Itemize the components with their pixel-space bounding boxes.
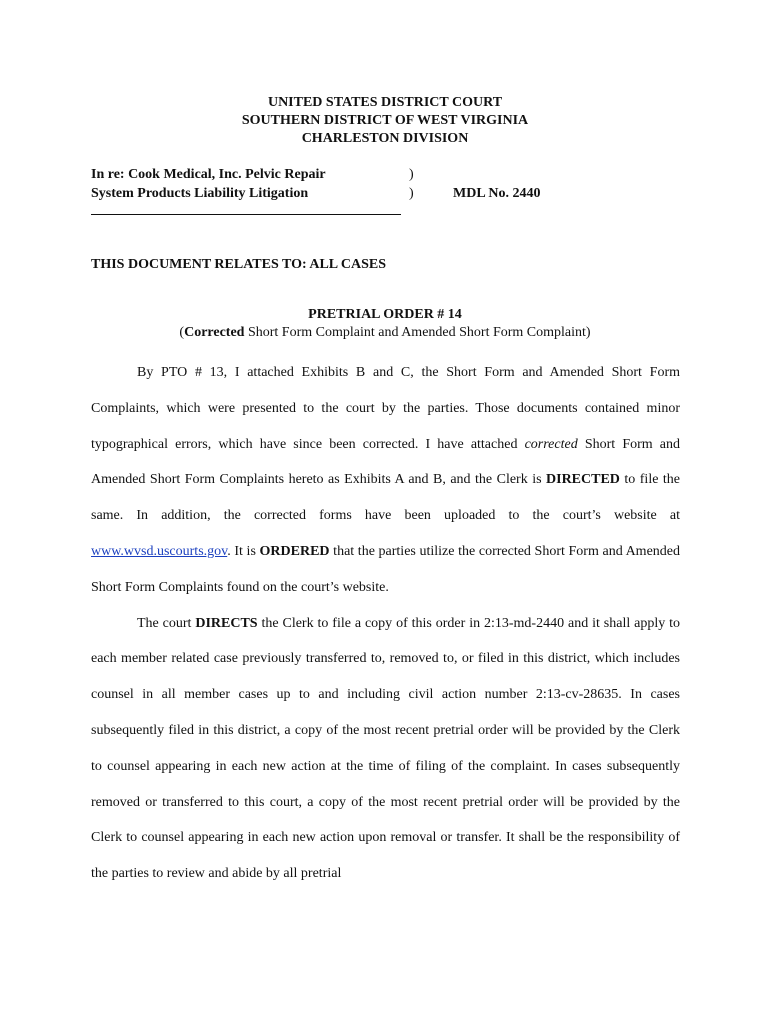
paragraph-1-text: . It is <box>227 543 260 559</box>
case-caption-line1: In re: Cook Medical, Inc. Pelvic Repair <box>91 167 326 182</box>
case-caption-line2: System Products Liability Litigation <box>91 186 309 201</box>
order-body <box>91 355 680 892</box>
relates-to-line: THIS DOCUMENT RELATES TO: ALL CASES <box>91 257 387 272</box>
paragraph-1-text: to file the same. In addition, the corrected forms have been uploaded to the court’s website at <box>91 472 680 524</box>
order-title-block <box>0 306 770 342</box>
paragraph-1-text: that the parties utilize the corrected Short Form and Amended Short Form Complaints found on the court’s website. <box>91 543 680 595</box>
paragraph-2-text: The court <box>137 615 196 631</box>
caption-parentheses <box>409 165 414 203</box>
court-division: CHARLESTON DIVISION <box>301 131 469 146</box>
court-website-link[interactable]: www.wvsd.uscourts.gov <box>91 543 228 559</box>
caption-paren-1: ) <box>409 167 414 182</box>
order-title: PRETRIAL ORDER # 14 <box>308 307 462 322</box>
ordered-emphasis: ORDERED <box>259 543 330 559</box>
paragraph-1 <box>91 355 680 606</box>
caption-paren-2: ) <box>409 186 414 201</box>
order-subtitle-bold: Corrected <box>184 325 245 340</box>
court-name: UNITED STATES DISTRICT COURT <box>267 95 503 110</box>
order-subtitle <box>0 324 770 342</box>
mdl-number: MDL No. 2440 <box>453 186 541 201</box>
order-subtitle-open: ( <box>179 325 185 340</box>
paragraph-1-text: By PTO # 13, I attached Exhibits B and C, the Short Form and Amended Short Form Complaints, which were presented to the court by the parties. Those documents contained minor typographical errors, which have since been corrected. I have attached <box>91 365 680 452</box>
paragraph-1-italic: corrected <box>524 436 578 452</box>
caption-divider <box>91 214 401 215</box>
directed-emphasis: DIRECTED <box>546 472 620 488</box>
order-subtitle-rest: Short Form Complaint and Amended Short Form Complaint) <box>244 325 591 340</box>
case-caption <box>91 165 326 203</box>
court-header <box>0 94 770 148</box>
paragraph-2-text: the Clerk to file a copy of this order in 2:13-md-2440 and it shall apply to each member related case previously transferred to, removed to, or filed in this district, which includes counsel in all member cases up to and including civil action number 2:13-cv-28635. In cases subsequently filed in this district, a copy of the most recent pretrial order will be provided by the Clerk to counsel appearing in each new action at the time of filing of the complaint. In cases subsequently removed or transferred to this court, a copy of the most recent pretrial order will be provided by the Clerk to counsel appearing in each new action upon removal or transfer. It shall be the responsibility of the parties to review and abide by all pretrial <box>91 615 681 882</box>
paragraph-2 <box>91 606 680 892</box>
court-district: SOUTHERN DISTRICT OF WEST VIRGINIA <box>241 113 529 128</box>
directs-emphasis: DIRECTS <box>195 615 258 631</box>
paragraph-1-text: Short Form and Amended Short Form Complaints hereto as Exhibits A and B, and the Clerk is <box>91 436 681 488</box>
